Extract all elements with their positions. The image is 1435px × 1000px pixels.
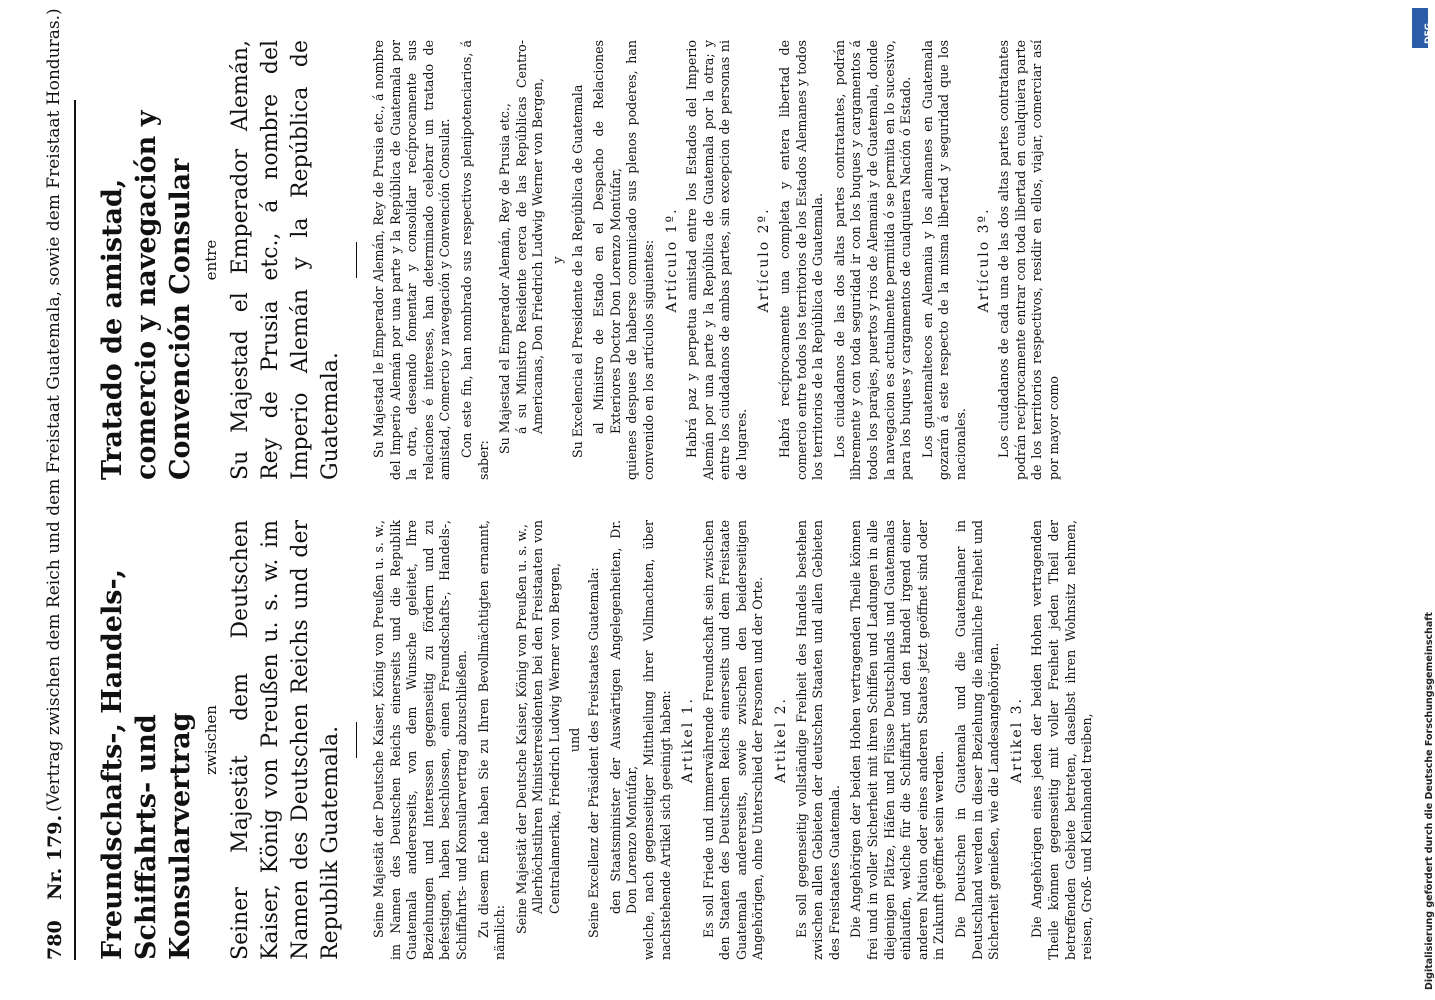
german-article-1: Es soll Friede und immerwährende Freundschaft sein zwischen den Staaten des Deutschen Reichs einerseits und dem Freistaate Guatemala andererseits, sowie zwischen den beiderseitigen Angehörigen, ohne Unterschied der Personen und der Orte. (700, 520, 766, 960)
german-zwischen: zwischen (202, 705, 220, 775)
german-emperor: Seine Majestät der Deutsche Kaiser, König von Preußen u. s. w., (513, 524, 529, 934)
spanish-state-minister: al Ministro de Estado en el Despacho de Relaciones Exteriores Doctor Don Lorenzo Montúfar, (591, 40, 623, 434)
german-plenipotentiaries-intro: Zu diesem Ende haben Sie zu Ihren Bevollmächtigten ernannt, nämlich: (475, 520, 508, 960)
document-number: Nr. 179. (44, 814, 66, 900)
spanish-article-2b: Los ciudadanos de las dos altas partes contratantes, podrán libremente y con toda seguridad ir con los buques y cargamentos á todos los parajes, puertos y rios de Alemania y de Guatemala, donde la navegacion es actualmente permitida ó se permita en lo sucesivo, para los buques y cargamentos de cualquiera Nación ó Estado. (831, 40, 914, 480)
page-number: 780 (44, 920, 66, 960)
spanish-article-2a: Habrá recíprocamente una completa y entera libertad de comercio entre todos los territorios de los Estados Alemanes y todos los territorios de la República de Guatemala. (777, 40, 826, 480)
german-article-2c: Die Deutschen in Guatemala und die Guatemalaner in Deutschland werden in dieser Beziehung die nämliche Freiheit und Sicherheit genießen, wie die Landesangehörigen. (953, 520, 1002, 960)
running-title: (Vertrag zwischen dem Reich und dem Freistaat Guatemala, sowie dem Freistaat Honduras.) (44, 8, 64, 812)
spanish-column (96, 40, 1068, 480)
spanish-article-3-heading: Artículo 3º. (975, 207, 992, 313)
german-und: und (566, 727, 582, 753)
spanish-parties: Su Majestad el Emperador Alemán, Rey de Prusia etc., á nombre del Imperio Alemán y la República de Guatemala. (228, 40, 343, 480)
spanish-article-1-heading: Artículo 1º. (663, 207, 680, 313)
german-article-2b: Die Angehörigen der beiden Hohen vertragenden Theile können frei und in voller Sicherheit mit ihren Schiffen und Ladungen in alle diejenigen Plätze, Häfen und Flüsse Deutschlands und Guatemalas einlaufen, welche für die Schiffahrt und den Handel irgend einer anderen Nation oder eines anderen Staates jetzt geöffnet sind oder in Zukunft geöffnet sein werden. (848, 520, 947, 960)
spanish-y: y (549, 256, 565, 264)
german-column (96, 520, 1101, 960)
spanish-body (371, 40, 1063, 480)
german-article-2a: Es soll gegenseitig vollständige Freiheit des Handels bestehen zwischen allen Gebieten der deutschen Staaten und allen Gebieten des Freistaates Guatemala. (793, 520, 842, 960)
spanish-agreement: quienes despues de haberse comunicado sus plenos poderes, han convenido en los artículos siguientes: (624, 40, 656, 480)
german-article-3-heading: Artikel 3. (1008, 697, 1025, 783)
german-article-3: Die Angehörigen eines jeden der beiden Hohen vertragenden Theile können gegenseitig mit voller Freiheit jeden Theil der betreffenden Gebiete betreten, daselbst ihren Wohnsitz nehmen, reisen, Groß- und Kleinhandel treiben, (1029, 520, 1095, 960)
german-parties: Seiner Majestät dem Deutschen Kaiser, König von Preußen u. s. w. im Namen des Deutschen Reichs und der Republik Guatemala. (228, 520, 343, 960)
spanish-article-1: Habrá paz y perpetua amistad entre los Estados del Imperio Alemán por una parte y la República de Guatemala por la otra; y entre los ciudadanos de ambas partes, sin excepcion de personas ni de lugares. (684, 40, 749, 480)
german-minister: Allerhöchstihren Ministerresidenten bei den Freistaaten von Centralamerika, Friedrich Ludwig Werner von Bergen, (530, 520, 562, 914)
german-separator (356, 722, 357, 758)
spanish-entre: entre (202, 239, 220, 281)
spanish-minister: á su Ministro Residente cerca de las Repúblicas Centro-Americanas, Don Friedrich Ludwig Werner von Bergen, (513, 40, 546, 434)
spanish-article-3: Los ciudadanos de cada una de las dos altas partes contratantes podrán recíprocamente entrar con toda libertad en cualquiera parte de los territorios respectivos, residir en ellos, viajar, comerciar así por mayor como (996, 40, 1061, 480)
spanish-separator (356, 242, 357, 278)
german-agreement: welche, nach gegenseitiger Mittheilung ihrer Vollmachten, über nachstehende Artikel sich geeinigt haben: (640, 520, 673, 960)
spanish-emperor: Su Majestad el Emperador Alemán, Rey de Prusia etc., (497, 103, 513, 454)
spanish-article-2c: Los guatemaltecos en Alemania y los alemanes en Guatemala gozarán á este respecto de la misma libertad y seguridad que los nacionales. (919, 40, 968, 480)
german-article-1-heading: Artikel 1. (680, 697, 697, 783)
header-rule (74, 100, 76, 960)
spanish-title: Tratado de amistad, comercio y navegación y Convención Consular (97, 110, 196, 480)
dfg-logo-text: DFG (1424, 22, 1434, 44)
spanish-plenipotentiaries-intro: Con este fin, han nombrado sus respectivos plenipotenciarios, á saber: (458, 40, 491, 480)
spanish-president: Su Excelencia el Presidente de la República de Guatemala (569, 84, 585, 458)
german-state-minister: den Staatsminister der Auswärtigen Angelegenheiten, Dr. Don Lorenzo Montúfar, (607, 520, 640, 914)
spanish-article-2-heading: Artículo 2º. (756, 207, 773, 313)
page-header (38, 8, 74, 960)
german-president: Seine Excellenz der Präsident des Freistaates Guatemala: (586, 567, 602, 938)
german-title: Freundschafts-, Handels-, Schiffahrts- und Konsularvertrag (97, 568, 196, 960)
german-preamble: Seine Majestät der Deutsche Kaiser, König von Preußen u. s. w., im Namen des Deutschen Reichs einerseits und die Republik Guatemala andererseits, von dem Wunsche geleitet, Ihre Beziehungen und Interessen gegenseitig zu fördern und zu befestigen, haben beschlossen, einen Freundschafts-, Handels-, Schiffahrts- und Konsularvertrag abzuschließen. (371, 520, 469, 960)
german-body (371, 520, 1096, 960)
spanish-preamble: Su Majestad le Emperador Alemán, Rey de Prusia etc., á nombre del Imperio Alemán por una parte y la República de Guatemala por la otra, deseando fomentar y consolidar recíprocamente sus relaciones é intereses, han determinado celebrar un tratado de amistad, Comercio y navegación y Convención Consular. (371, 40, 453, 480)
german-article-2-heading: Artikel 2. (773, 697, 790, 783)
rotated-document-page (26, 8, 1406, 980)
dfg-logo (1412, 8, 1434, 48)
digitization-note: Digitalisierung gefördert durch die Deutsche Forschungsgemeinschaft (1424, 612, 1435, 990)
